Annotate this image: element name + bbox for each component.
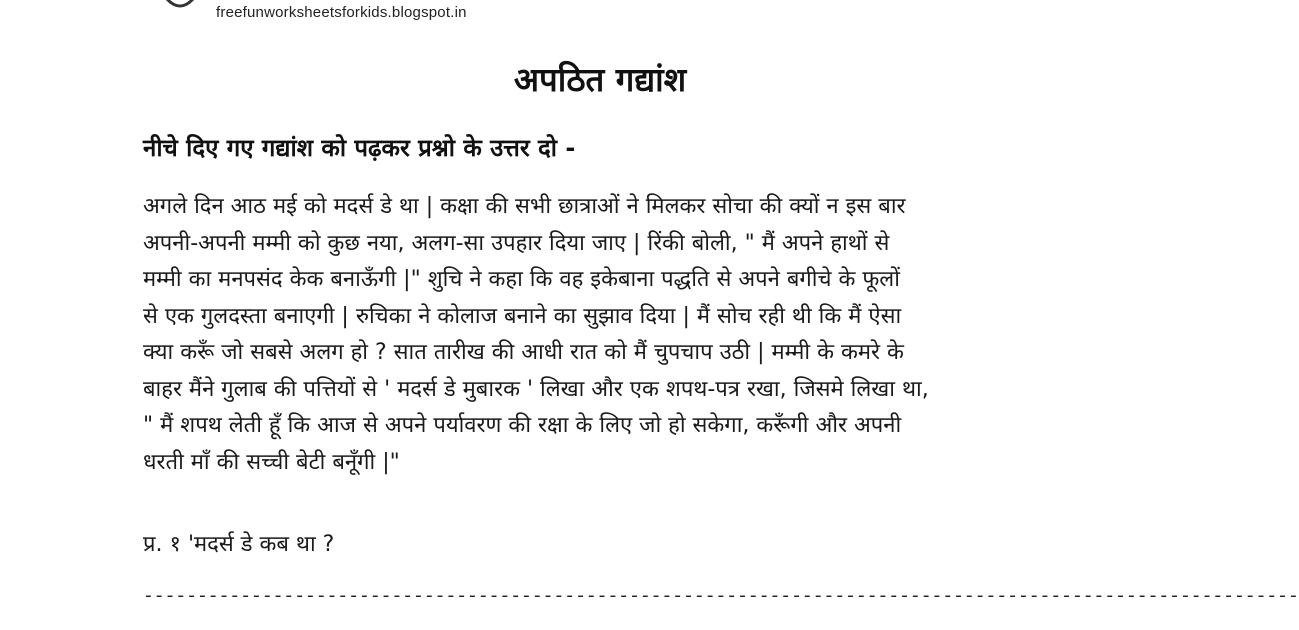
answer-line: -----------------------------------------------------------------------------------------------------------: [143, 587, 1299, 607]
passage-line: अगले दिन आठ मई को मदर्स डे था | कक्षा की सभी छात्राओं ने मिलकर सोचा की क्यों न इस बार: [143, 194, 906, 219]
passage-line: " मैं शपथ लेती हूँ कि आज से अपने पर्यावरण की रक्षा के लिए जो हो सकेगा, करूँगी और अपनी: [143, 413, 902, 438]
page-title: अपठित गद्यांश: [513, 60, 687, 99]
instruction-heading: नीचे दिए गए गद्यांश को पढ़कर प्रश्नो के उत्तर दो -: [143, 134, 576, 162]
passage-line: क्या करूँ जो सबसे अलग हो ? सात तारीख की आधी रात को मैं चुपचाप उठी | मम्मी के कमरे के: [143, 340, 904, 365]
passage-line: मम्मी का मनपसंद केक बनाऊँगी |" शुचि ने कहा कि वह इकेबाना पद्धति से अपने बगीचे के फूलों: [143, 267, 900, 292]
turtle-logo-icon: [150, 0, 210, 18]
passage-line: से एक गुलदस्ता बनाएगी | रुचिका ने कोलाज बनाने का सुझाव दिया | मैं सोच रही थी कि मैं ऐसा: [143, 303, 902, 329]
passage-line: अपनी-अपनी मम्मी को कुछ नया, अलग-सा उपहार दिया जाए | रिंकी बोली, " मैं अपने हाथों से: [143, 230, 890, 256]
passage-line: धरती माँ की सच्ची बेटी बनूँगी |": [143, 449, 400, 475]
passage: [143, 189, 1061, 481]
question-1: प्र. १ 'मदर्स डे कब था ?: [143, 532, 335, 557]
site-url: freefunworksheetsforkids.blogspot.in: [216, 4, 467, 21]
passage-line: बाहर मैंने गुलाब की पत्तियों से ' मदर्स डे मुबारक ' लिखा और एक शपथ-पत्र रखा, जिसमे लिखा था,: [143, 376, 929, 402]
